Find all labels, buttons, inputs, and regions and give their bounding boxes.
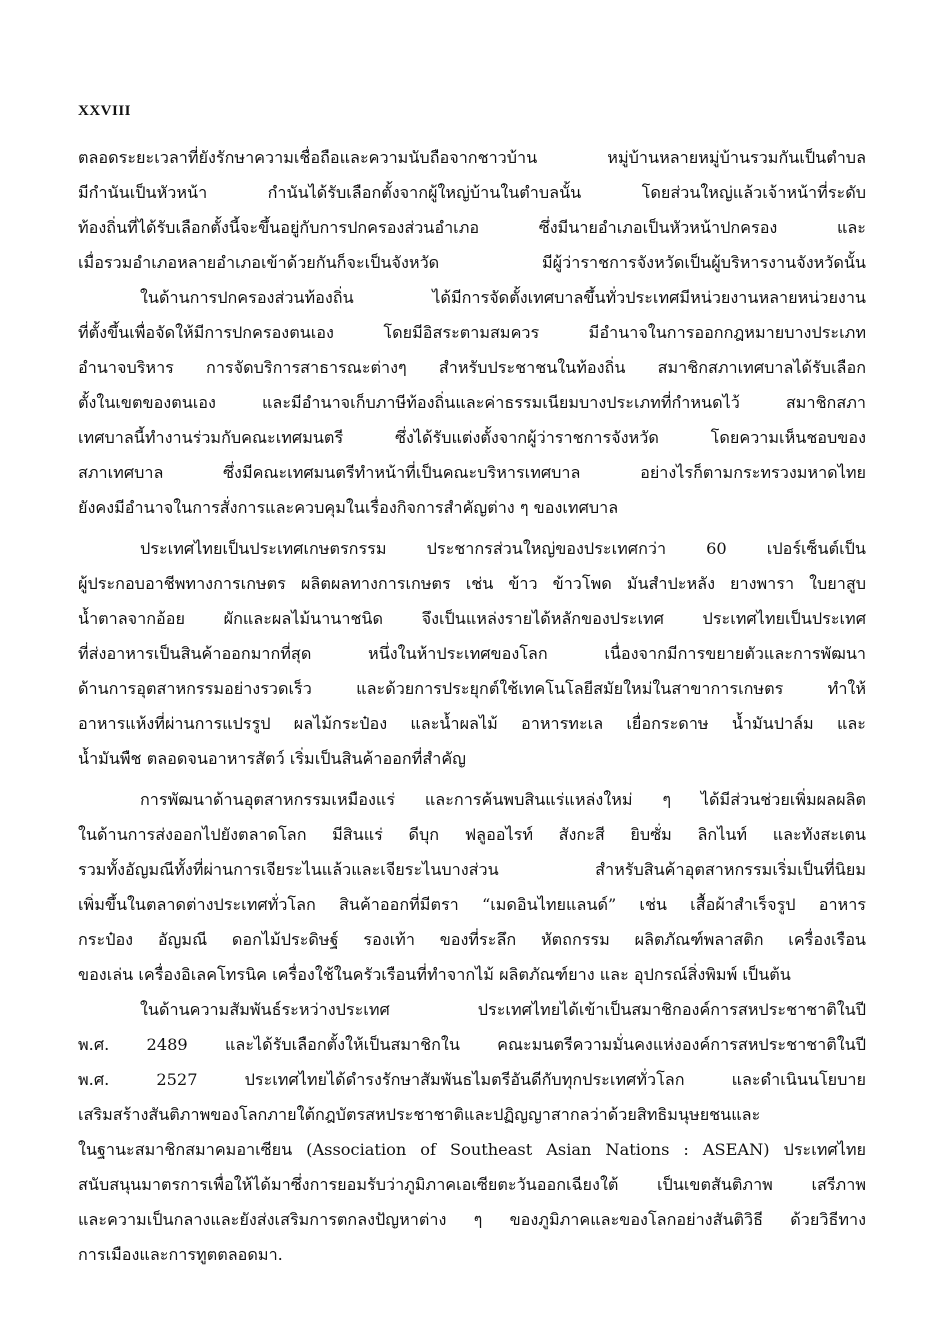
text-line: น้ำตาลจากอ้อย ผักและผลไม้นานาชนิด จึงเป็นแหล่งรายได้หลักของประเทศ ประเทศไทยเป็นประเทศ (78, 609, 866, 628)
text-line: เทศบาลนี้ทำงานร่วมกับคณะเทศมนตรี ซึ่งได้รับแต่งตั้งจากผู้ว่าราชการจังหวัด โดยความเห็นชอบของ (78, 428, 866, 447)
paragraph-1 (78, 140, 866, 280)
text-line: เพิ่มขึ้นในตลาดต่างประเทศทั่วโลก สินค้าออกที่มีตรา “เมดอินไทยแลนด์” เช่น เสื้อผ้าสำเร็จรูป อาหาร (78, 895, 866, 914)
body-text (78, 140, 866, 1272)
text-line: น้ำมันพืช ตลอดจนอาหารสัตว์ เริ่มเป็นสินค้าออกที่สำคัญ (78, 749, 466, 768)
text-line: ในด้านการปกครองส่วนท้องถิ่น ได้มีการจัดตั้งเทศบาลขึ้นทั่วประเทศมีหน่วยงานหลายหน่วยงาน (140, 288, 866, 307)
paragraph-4 (78, 782, 866, 992)
text-line: ประเทศไทยเป็นประเทศเกษตรกรรม ประชากรส่วนใหญ่ของประเทศกว่า 60 เปอร์เซ็นต์เป็น (140, 539, 866, 558)
text-line: ท้องถิ่นที่ได้รับเลือกตั้งนี้จะขึ้นอยู่กับการปกครองส่วนอำเภอ ซึ่งมีนายอำเภอเป็นหัวหน้าปกครอง และ (78, 218, 866, 237)
text-line: อำนาจบริหาร การจัดบริการสาธารณะต่างๆ สำหรับประชาชนในท้องถิ่น สมาชิกสภาเทศบาลได้รับเลือก (78, 358, 866, 377)
text-line: ของเล่น เครื่องอิเลคโทรนิค เครื่องใช้ในครัวเรือนที่ทำจากไม้ ผลิตภัณฑ์ยาง และ อุปกรณ์สิ่งพิมพ์ เป็นต้น (78, 965, 791, 984)
text-line: สภาเทศบาล ซึ่งมีคณะเทศมนตรีทำหน้าที่เป็นคณะบริหารเทศบาล อย่างไรก็ตามกระทรวงมหาดไทย (78, 463, 866, 482)
text-line: เสริมสร้างสันติภาพของโลกภายใต้กฎบัตรสหประชาชาติและปฏิญญาสากลว่าด้วยสิทธิมนุษยชนและ (78, 1105, 761, 1124)
paragraph-2 (78, 280, 866, 525)
paragraph-3 (78, 531, 866, 776)
text-line: รวมทั้งอัญมณีทั้งที่ผ่านการเจียระไนแล้วและเจียระไนบางส่วน สำหรับสินค้าอุตสาหกรรมเริ่มเป็นที่นิยม (78, 860, 866, 879)
text-line: พ.ศ. 2527 ประเทศไทยได้ดำรงรักษาสัมพันธไมตรีอันดีกับทุกประเทศทั่วโลก และดำเนินนโยบาย (78, 1070, 866, 1089)
text-line: การพัฒนาด้านอุตสาหกรรมเหมืองแร่ และการค้นพบสินแร่แหล่งใหม่ ๆ ได้มีส่วนช่วยเพิ่มผลผลิต (140, 790, 866, 809)
text-line: กระป๋อง อัญมณี ดอกไม้ประดิษฐ์ รองเท้า ของที่ระลึก หัตถกรรม ผลิตภัณฑ์พลาสติก เครื่องเรือน (78, 930, 866, 949)
text-line: พ.ศ. 2489 และได้รับเลือกตั้งให้เป็นสมาชิกใน คณะมนตรีความมั่นคงแห่งองค์การสหประชาชาติในปี (78, 1035, 866, 1054)
text-line: ตั้งในเขตของตนเอง และมีอำนาจเก็บภาษีท้องถิ่นและค่าธรรมเนียมบางประเภทที่กำหนดไว้ สมาชิกสภา (78, 393, 866, 412)
text-line: สนับสนุนมาตรการเพื่อให้ได้มาซึ่งการยอมรับว่าภูมิภาคเอเซียตะวันออกเฉียงใต้ เป็นเขตสันติภาพ เสรีภาพ (78, 1175, 866, 1194)
text-line: ผู้ประกอบอาชีพทางการเกษตร ผลิตผลทางการเกษตร เช่น ข้าว ข้าวโพด มันสำปะหลัง ยางพารา ใบยาสูบ (78, 574, 866, 593)
text-line: การเมืองและการทูตตลอดมา. (78, 1245, 283, 1264)
text-line: ยังคงมีอำนาจในการสั่งการและควบคุมในเรื่องกิจการสำคัญต่าง ๆ ของเทศบาล (78, 498, 619, 517)
page-number: XXVIII (78, 103, 132, 119)
text-line: ในด้านการส่งออกไปยังตลาดโลก มีสินแร่ ดีบุก ฟลูออไรท์ สังกะสี ยิบซั่ม ลิกไนท์ และทังสะเตน (78, 825, 866, 844)
text-line: และความเป็นกลางและยังส่งเสริมการตกลงปัญหาต่าง ๆ ของภูมิภาคและของโลกอย่างสันติวิธี ด้วยวิธีทาง (78, 1210, 866, 1229)
text-line: ด้านการอุตสาหกรรมอย่างรวดเร็ว และด้วยการประยุกต์ใช้เทคโนโลยีสมัยใหม่ในสาขาการเกษตร ทำให้ (78, 679, 866, 698)
text-line: มีกำนันเป็นหัวหน้า กำนันได้รับเลือกตั้งจากผู้ใหญ่บ้านในตำบลนั้น โดยส่วนใหญ่แล้วเจ้าหน้าที่ระดับ (78, 183, 866, 202)
text-line: ในด้านความสัมพันธ์ระหว่างประเทศ ประเทศไทยได้เข้าเป็นสมาชิกองค์การสหประชาชาติในปี (140, 1000, 866, 1019)
text-line: เมื่อรวมอำเภอหลายอำเภอเข้าด้วยกันก็จะเป็นจังหวัด มีผู้ว่าราชการจังหวัดเป็นผู้บริหารงานจังหวัดนั้น (78, 253, 866, 272)
text-line: อาหารแห้งที่ผ่านการแปรรูป ผลไม้กระป๋อง และน้ำผลไม้ อาหารทะเล เยื่อกระดาษ น้ำมันปาล์ม และ (78, 714, 866, 733)
paragraph-5 (78, 992, 866, 1272)
text-line: ในฐานะสมาชิกสมาคมอาเซียน (Association of Southeast Asian Nations : ASEAN) ประเทศไทย (78, 1140, 866, 1159)
text-line: ที่ตั้งขึ้นเพื่อจัดให้มีการปกครองตนเอง โดยมีอิสระตามสมควร มีอำนาจในการออกกฎหมายบางประเภท (78, 323, 866, 342)
text-line: ที่ส่งอาหารเป็นสินค้าออกมากที่สุด หนึ่งในห้าประเทศของโลก เนื่องจากมีการขยายตัวและการพัฒนา (78, 644, 866, 663)
text-line: ตลอดระยะเวลาที่ยังรักษาความเชื่อถือและความนับถือจากชาวบ้าน หมู่บ้านหลายหมู่บ้านรวมกันเป็นตำบล (78, 148, 866, 167)
